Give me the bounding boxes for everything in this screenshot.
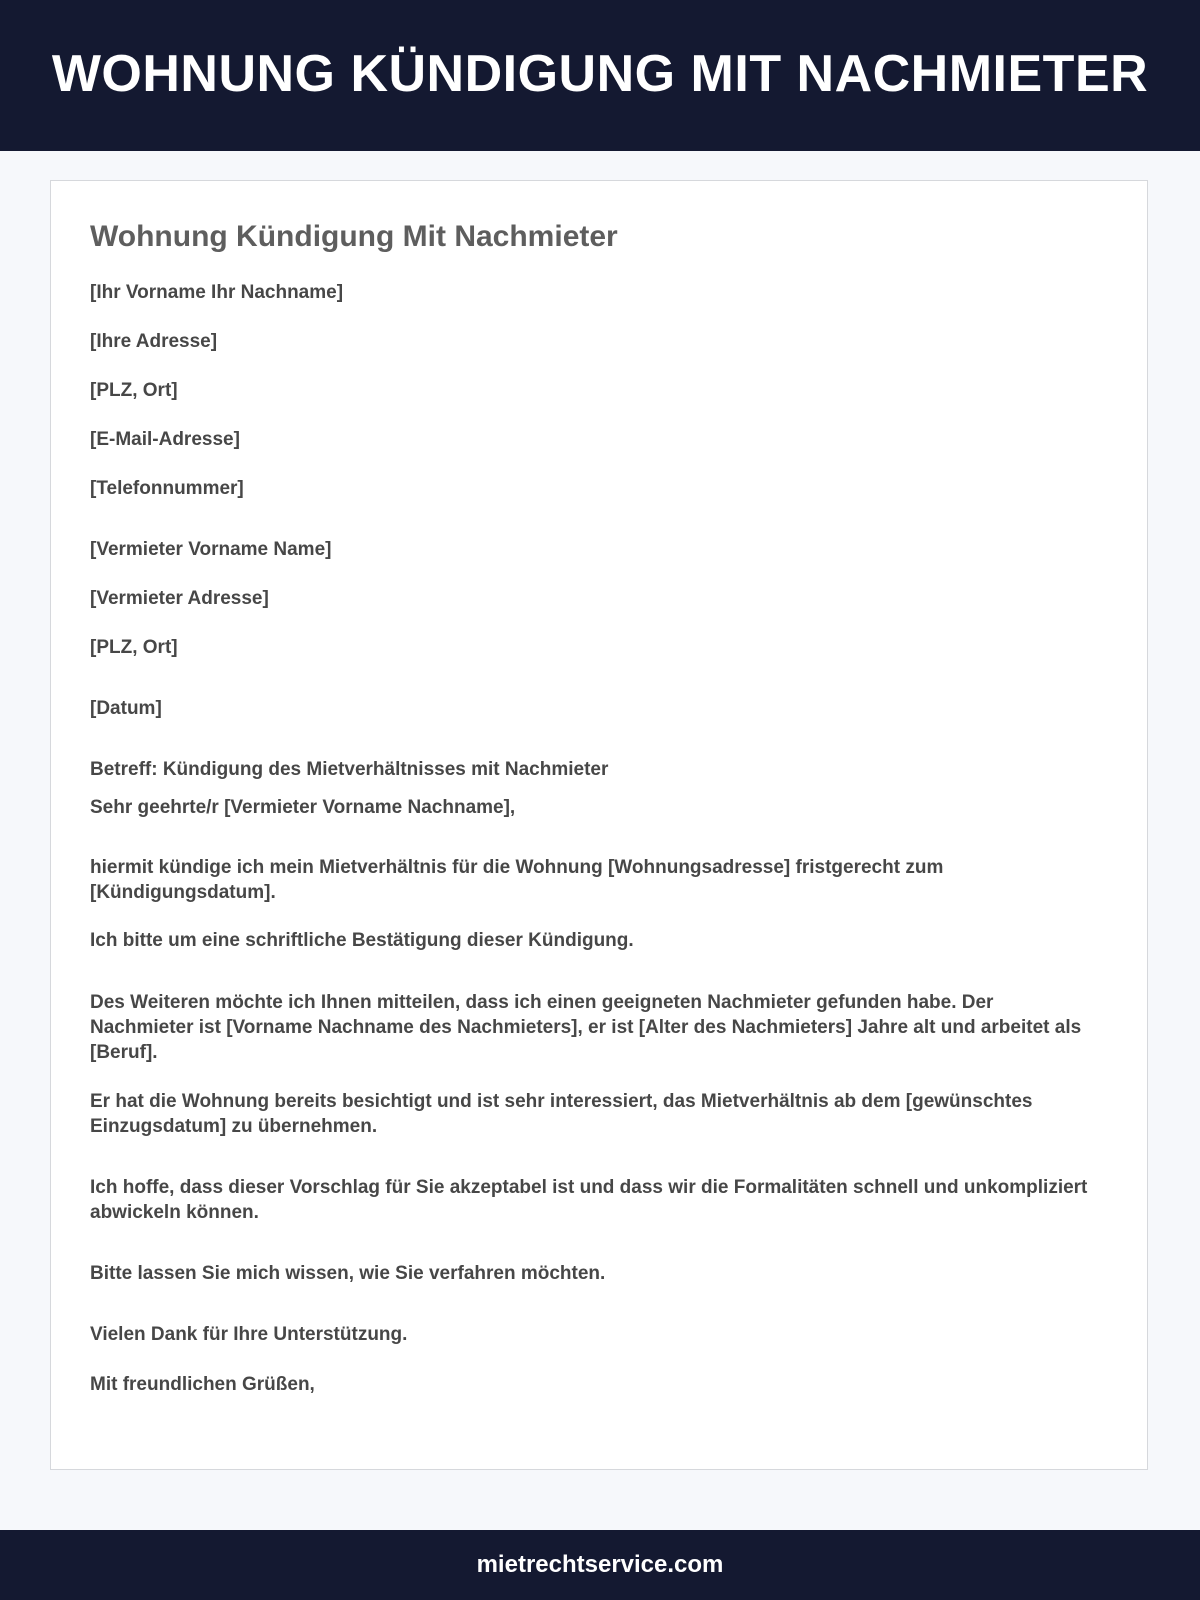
paragraph-termination: hiermit kündige ich mein Mietverhältnis für die Wohnung [Wohnungsadresse] fristgerecht zum [Kündigungsdatum]. <box>90 857 944 903</box>
letter-closing: Mit freundlichen Grüßen, <box>90 1374 315 1395</box>
sender-address: [Ihre Adresse] <box>90 331 218 352</box>
paragraph-viewing: Er hat die Wohnung bereits besichtigt und ist sehr interessiert, das Mietverhältnis ab dem [gewünschtes Einzugsdatum] zu übernehmen. <box>90 1091 1033 1137</box>
letter-subject: Betreff: Kündigung des Mietverhältnisses mit Nachmieter <box>90 759 609 780</box>
sender-name: [Ihr Vorname Ihr Nachname] <box>90 282 344 303</box>
sender-phone: [Telefonnummer] <box>90 478 244 499</box>
paragraph-thanks: Vielen Dank für Ihre Unterstützung. <box>90 1324 408 1345</box>
recipient-address: [Vermieter Adresse] <box>90 588 269 609</box>
paragraph-confirmation: Ich bitte um eine schriftliche Bestätigung dieser Kündigung. <box>90 930 634 951</box>
page-footer <box>0 1530 1200 1600</box>
paragraph-successor: Des Weiteren möchte ich Ihnen mitteilen, dass ich einen geeigneten Nachmieter gefunden habe. Der Nachmieter ist [Vorname Nachname des Nachmieters], er ist [Alter des Nachmieters] Jahre alt und arbeitet als [Beruf]. <box>90 992 1082 1063</box>
paragraph-request: Bitte lassen Sie mich wissen, wie Sie verfahren möchten. <box>90 1263 606 1284</box>
page-header <box>0 0 1200 151</box>
header-title: WOHNUNG KÜNDIGUNG MIT NACHMIETER <box>51 44 1149 103</box>
sender-city: [PLZ, Ort] <box>90 380 178 401</box>
letter-date: [Datum] <box>90 698 162 719</box>
footer-site-name: mietrechtservice.com <box>476 1551 724 1578</box>
recipient-name: [Vermieter Vorname Name] <box>90 539 332 560</box>
document-title: Wohnung Kündigung Mit Nachmieter <box>90 220 618 253</box>
paragraph-hope: Ich hoffe, dass dieser Vorschlag für Sie akzeptabel ist und dass wir die Formalitäten schnell und unkompliziert abwickeln können. <box>90 1177 1088 1223</box>
letter-salutation: Sehr geehrte/r [Vermieter Vorname Nachname], <box>90 797 516 818</box>
sender-email: [E-Mail-Adresse] <box>90 429 240 450</box>
recipient-city: [PLZ, Ort] <box>90 637 178 658</box>
